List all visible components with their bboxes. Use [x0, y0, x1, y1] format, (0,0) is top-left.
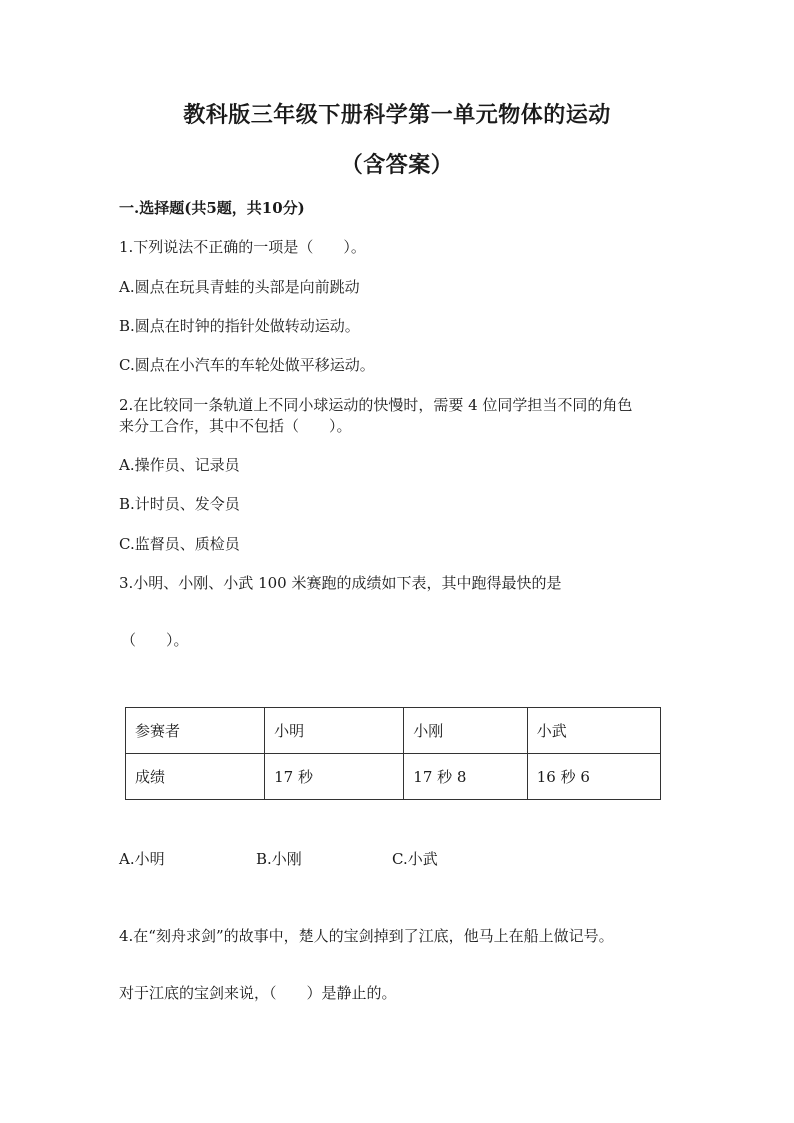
question-2-option-a: A.操作员、记录员: [119, 456, 240, 474]
question-1-option-c: C.圆点在小汽车的车轮处做平移运动。: [119, 356, 375, 374]
question-3-stem-line2: （ ）。: [121, 631, 189, 649]
question-3-option-a: A.小明: [119, 850, 165, 868]
question-4-stem-line1: 4.在“刻舟求剑”的故事中，楚人的宝剑掉到了江底，他马上在船上做记号。: [119, 927, 614, 945]
question-3-stem-line1: 3.小明、小刚、小武 100 米赛跑的成绩如下表，其中跑得最快的是: [119, 574, 562, 592]
question-3-option-b: B.小刚: [256, 850, 302, 868]
question-2-stem-line2: 来分工合作，其中不包括（ ）。: [119, 417, 352, 435]
question-1-option-a: A.圆点在玩具青蛙的头部是向前跳动: [119, 278, 360, 296]
question-1-option-b: B.圆点在时钟的指针处做转动运动。: [119, 317, 360, 335]
question-1-stem: 1.下列说法不正确的一项是（ ）。: [119, 238, 366, 256]
table-header-row: [126, 708, 661, 754]
question-3-option-c: C.小武: [392, 850, 438, 868]
table-cell: 小武: [527, 708, 660, 754]
table-cell: 小刚: [404, 708, 527, 754]
table-cell: 参赛者: [126, 708, 265, 754]
table-cell: 16 秒 6: [527, 754, 660, 800]
section-heading: 一.选择题(共5题，共10分): [119, 199, 305, 217]
document-subtitle: （含答案）: [340, 152, 454, 178]
table-cell: 成绩: [126, 754, 265, 800]
question-2-stem-line1: 2.在比较同一条轨道上不同小球运动的快慢时，需要 4 位同学担当不同的角色: [119, 396, 633, 414]
table-cell: 17 秒 8: [404, 754, 527, 800]
table-row: [126, 754, 661, 800]
race-results-table: [125, 707, 661, 800]
question-2-option-c: C.监督员、质检员: [119, 535, 240, 553]
table-cell: 小明: [265, 708, 404, 754]
document-title: 教科版三年级下册科学第一单元物体的运动: [183, 102, 611, 128]
question-2-option-b: B.计时员、发令员: [119, 495, 240, 513]
table-cell: 17 秒: [265, 754, 404, 800]
question-4-stem-line2: 对于江底的宝剑来说，（ ）是静止的。: [119, 984, 397, 1002]
